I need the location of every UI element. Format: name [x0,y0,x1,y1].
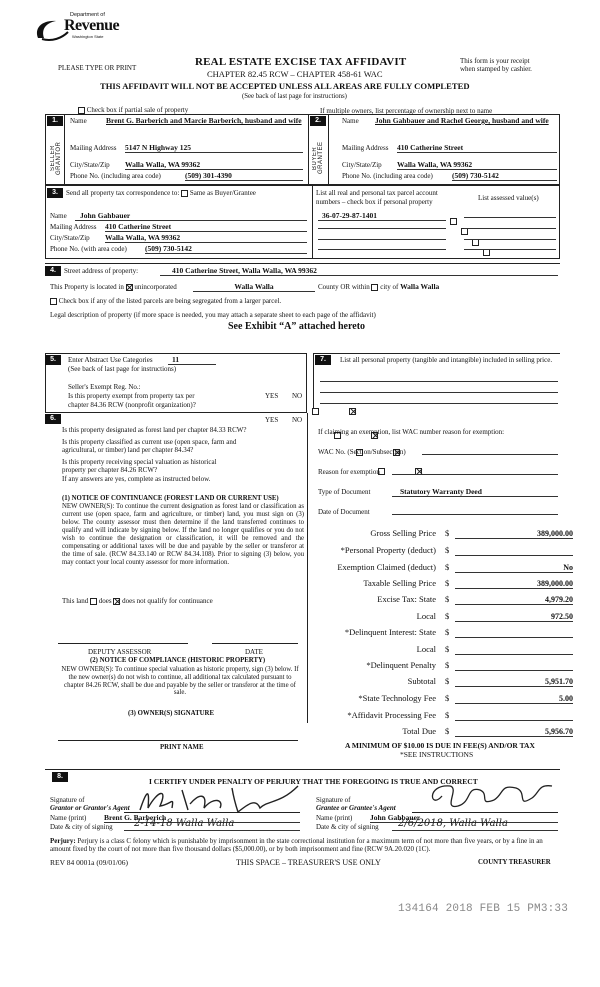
deputy-date-label: DATE [245,648,263,656]
divider [64,114,65,185]
if-yes-note: If any answers are yes, complete as instructed below. [62,475,211,483]
abstract-value: 11 [168,355,216,365]
tax-row-value [455,710,573,721]
notice2-title: (2) NOTICE OF COMPLIANCE (HISTORIC PROPERTY) [90,657,266,664]
multiple-owners-note: If multiple owners, list percentage of ownership next to name [320,107,493,115]
tax-row-label: Total Due [402,726,436,736]
section-1-number: 1. [47,116,63,126]
pp-line-1 [320,374,558,382]
seller-city-label: City/State/Zip [70,161,110,169]
tax-row-dollar: $ [445,594,450,604]
receipt-note-2: when stamped by cashier. [460,65,532,73]
divider [312,185,313,259]
seller-phone-label: Phone No. (including area code) [70,172,161,180]
corr-mailing: 410 Catherine Street [105,222,307,232]
current-use-q-line1: Is this property classified as current use (open space, farm and [62,438,237,446]
corr-phone: (509) 730-5142 [145,244,307,254]
tax-row-dollar: $ [445,693,450,703]
assessed-2-line [464,221,556,229]
logo-line3: Washington State [72,34,104,39]
tax-row-label: Taxable Selling Price [363,578,436,588]
tax-row-label: *Delinquent Interest: State [344,627,436,637]
treasurer-space: THIS SPACE – TREASURER'S USE ONLY [236,858,381,867]
recording-stamp: 134164 2018 FEB 15 PM3:33 [398,903,569,915]
street-label: Street address of property: [64,267,139,275]
tax-row-dollar: $ [445,726,450,736]
tax-row-label: *Personal Property (deduct) [340,545,436,555]
perjury-bold: Perjury: [50,837,76,845]
logo-line1: Department of [70,12,105,18]
exempt-yes-label: YES [265,392,279,400]
section-8-number: 8. [52,772,68,782]
logo [32,10,122,52]
tax-row-dollar: $ [445,611,450,621]
seller-mailing-label: Mailing Address [70,144,117,152]
corr-phone-label: Phone No. (with area code) [50,245,127,253]
form-revision: REV 84 0001a (09/01/06) [50,858,128,867]
buyer-mailing-label: Mailing Address [342,144,389,152]
seller-phone: (509) 301-4390 [185,171,303,181]
grantee-sig-label-1: Signature of [316,796,351,804]
owner-signature-label: (3) OWNER(S) SIGNATURE [128,710,214,717]
same-as-buyer-label: Same as Buyer/Grantee [189,189,256,197]
print-name-label: PRINT NAME [160,744,204,751]
county-or-row [318,283,439,292]
exempt-q-line2: chapter 84.36 RCW (nonprofit organization)? [68,401,196,409]
grantee-name-label: Name (print) [316,814,353,822]
current-use-q-line2: agricultural, or timber) land per chapter 84.34? [62,446,194,454]
tax-row-label: Local [416,644,436,654]
section-8-frame [45,769,560,770]
seller-name-label: Name [70,117,87,125]
grantor-name: Brent G. Barberich [104,813,300,823]
tax-row-dollar: $ [445,676,450,686]
tax-row-label: *Delinquent Penalty [366,660,436,670]
please-type: PLEASE TYPE OR PRINT [58,64,137,72]
tax-row-value: 972.50 [455,611,573,622]
land-does-label: does [98,597,112,605]
exempt-yes-checkbox[interactable] [312,408,319,415]
grantor-name-label: Name (print) [50,814,87,822]
grantee-date-handwritten: 2/6/2018, Walla Walla [398,818,508,829]
tax-row-value [455,644,573,655]
tax-row-label: Subtotal [407,676,436,686]
section-4-number: 4. [45,266,61,276]
grantor-date-label: Date & city of signing [50,823,113,831]
minimum-note-1: A MINIMUM OF $10.00 IS DUE IN FEE(S) AND/OR TAX [345,741,535,750]
tax-row-value: 389,000.00 [455,528,573,539]
assessed-1-line [464,210,556,218]
s6-yes-label: YES [265,416,279,424]
corr-name: John Gahbauer [75,211,307,221]
section-2-number: 2. [310,116,326,126]
buyer-mailing: 410 Catherine Street [397,143,557,153]
grantor-date-handwritten: 2-14-18 Walla Walla [134,818,235,829]
tax-row-value: 5.00 [455,693,573,704]
seller-side-label: SELLER GRANTOR [50,141,62,175]
buyer-name-label: Name [342,117,359,125]
grantee-date-label: Date & city of signing [316,823,379,831]
correspondence-label [66,189,256,197]
parcel-3-line [318,232,446,240]
wac-label: WAC No. (Section/Subsection) [318,448,406,456]
seller-mailing: 5147 N Highway 125 [125,143,303,153]
assessed-4-line [464,242,556,250]
property-street: 410 Catherine Street, Walla Walla, WA 99362 [160,266,558,276]
segregated-checkbox[interactable] [50,298,57,305]
tax-row-value [455,545,573,556]
pp-line-2 [320,385,558,393]
tax-row-label: Gross Selling Price [370,528,436,538]
parcels-header-1: List all real and personal tax parcel account [316,189,438,197]
land-does-checkbox[interactable] [90,598,97,605]
parcel-1-personal-checkbox[interactable] [450,218,457,225]
corr-city-label: City/State/Zip [50,234,90,242]
city-within-checkbox[interactable] [371,284,378,291]
certify-statement: I CERTIFY UNDER PENALTY OF PERJURY THAT THE FOREGOING IS TRUE AND CORRECT [149,777,478,786]
grantor-signature [128,778,308,818]
grantor-sig-label-1: Signature of [50,796,85,804]
county-treasurer: COUNTY TREASURER [478,859,551,866]
partial-sale-row [78,106,188,114]
exempt-reg: Seller's Exempt Reg. No.: [68,383,141,391]
section-6-number: 6. [45,414,61,424]
notice2-body: NEW OWNER(S): To continue special valuation as historic property, sign (3) below. If the new owner(s) do not wish to continue, all additional tax calculated pursuant to chapter 84.26 RCW, shall be due and payable by the seller or transferor at the time of sale. [61,666,299,697]
tax-row-label: Excise Tax: State [377,594,436,604]
doctype-value: Statutory Warranty Deed [392,487,558,497]
county-name: Walla Walla [193,282,315,292]
segregated-label: Check box if any of the listed parcels are being segregated from a larger parcel. [58,297,282,305]
land-does-not-label: does not qualify for continuance [122,597,213,605]
corr-name-label: Name [50,212,67,220]
form-warning: THIS AFFIDAVIT WILL NOT BE ACCEPTED UNLESS ALL AREAS ARE FULLY COMPLETED [100,81,470,91]
buyer-side-label: BUYER GRANTEE [312,141,324,175]
tax-row-dollar: $ [445,644,450,654]
exempt-no-checkbox[interactable] [349,408,356,415]
historic-q-line2: property per chapter 84.26 RCW? [62,466,158,474]
section-3-number: 3. [47,188,63,198]
divider [45,263,560,264]
property-city: Walla Walla [400,282,440,291]
partial-sale-label: Check box if partial sale of property [86,106,189,114]
reason-label: Reason for exemption [318,468,380,476]
doctype-label: Type of Document [318,488,371,496]
corr-mailing-label: Mailing Address [50,223,97,231]
unincorporated-checkbox[interactable] [126,284,133,291]
docdate-label: Date of Document [318,508,370,516]
deputy-assessor-label: DEPUTY ASSESSOR [88,648,152,656]
tax-row-label: *Affidavit Processing Fee [347,710,436,720]
tax-row-label: Exemption Claimed (deduct) [337,562,436,572]
form-chapter: CHAPTER 82.45 RCW – CHAPTER 458-61 WAC [207,69,383,79]
buyer-phone: (509) 730-5142 [452,171,557,181]
perjury-statement [50,837,560,854]
buyer-city: Walla Walla, WA 99362 [397,160,557,170]
located-label: This Property is located in [50,283,124,291]
abstract-see-back: (See back of last page for instructions) [68,365,177,373]
tax-row-label: Local [416,611,436,621]
pp-line-3 [320,396,558,404]
tax-row-value [455,660,573,671]
city-of-label: city of [380,283,399,291]
see-back-instructions: (See back of last page for instructions) [242,93,347,100]
parcel-1: 36-07-29-87-1401 [318,211,446,221]
parcels-header-2: numbers – check box if personal property [316,198,433,206]
partial-sale-checkbox[interactable] [78,107,85,114]
this-land-label: This land [62,597,89,605]
abstract-label: Enter Abstract Use Categories [68,356,153,364]
s6-no-label: NO [292,416,303,424]
unincorporated-label: unincorporated [134,283,177,291]
grantee-signature [420,776,570,816]
assessed-3-line [464,232,556,240]
reason-line [392,467,558,475]
notice1-title: (1) NOTICE OF CONTINUANCE (FOREST LAND OR CURRENT USE) [62,495,279,502]
county-or-label: County OR within [318,283,370,291]
buyer-city-label: City/State/Zip [342,161,382,169]
assessed-header: List assessed value(s) [478,194,539,202]
historic-q-line1: Is this property receiving special valuation as historical [62,458,217,466]
land-does-not-checkbox[interactable] [113,598,120,605]
this-land-row [62,597,213,605]
correspondence-text: Send all property tax correspondence to: [66,189,180,197]
form-title: REAL ESTATE EXCISE TAX AFFIDAVIT [195,56,407,68]
tax-row-value: 5,951.70 [455,676,573,687]
forest-question: Is this property designated as forest land per chapter 84.33 RCW? [62,426,247,434]
divider [58,643,188,644]
wac-line [422,447,558,455]
seller-city: Walla Walla, WA 99362 [125,160,303,170]
section-5-number: 5. [45,355,61,365]
tax-row-dollar: $ [445,562,450,572]
buyer-phone-label: Phone No. (including area code) [342,172,433,180]
logo-word: Revenue [64,17,120,34]
tax-row-dollar: $ [445,528,450,538]
parcel-2-line [318,221,446,229]
tax-row-value: 5,956.70 [455,726,573,737]
tax-row-value: No [455,562,573,573]
perjury-text: Perjury is a class C felony which is punishable by imprisonment in the state correctional institution for a maximum term of not more than five years, or by a fine in an amount fixed by the court of not more than five thousand dollars ($5,000.00), or by both imprisonment and fine (RCW 9A.20.020 (1C). [50,837,543,854]
located-row [50,283,177,291]
notice1-body: NEW OWNER(S): To continue the current designation as forest land or classification as current use (open space, farm and agriculture, or timber) land, you must sign on (3) below. The county assessor must then determine if the land transferred continues to qualify and will indicate by signing below. If the land no longer qualifies or you do not wish to continue the designation or classification, it will be removed and the compensating or additional taxes will be due and payable by the seller or transferor at the time of sale. (RCW 84.33.140 or RCW 84.34.108). Prior to signing (3) below, you may contact your local county assessor for more information. [62,503,304,566]
grantee-name: John Gahbauer [370,813,558,823]
tax-row-value [455,627,573,638]
divider [308,114,309,185]
grantee-sig-label-2: Grantee or Grantee's Agent [316,804,396,812]
divider [328,114,329,185]
tax-row-dollar: $ [445,627,450,637]
tax-row-dollar: $ [445,660,450,670]
same-as-buyer-checkbox[interactable] [181,190,188,197]
receipt-note-1: This form is your receipt [460,57,530,65]
corr-city: Walla Walla, WA 99362 [105,233,307,243]
legal-description: See Exhibit “A” attached hereto [228,321,366,332]
tax-row-dollar: $ [445,710,450,720]
legal-note: Legal description of property (if more space is needed, you may attach a separate sheet to each page of the affidavit) [50,311,376,319]
docdate-line [392,507,558,515]
buyer-name: John Gahbauer and Rachel George, husband and wife [375,116,549,125]
minimum-note-2: *SEE INSTRUCTIONS [400,750,474,759]
exemption-label: If claiming an exemption, list WAC number reason for exemption: [318,428,505,436]
section-7-number: 7. [315,355,331,365]
tax-row-label: *State Technology Fee [358,693,436,703]
personal-property-label: List all personal property (tangible and intangible) included in selling price. [340,356,553,364]
tax-row-dollar: $ [445,545,450,555]
parcel-4-line [318,242,446,250]
segregated-row [50,297,281,305]
exempt-no-label: NO [292,392,303,400]
tax-row-dollar: $ [445,578,450,588]
tax-row-value: 4,979.20 [455,594,573,605]
grantor-sig-label-2: Grantor or Grantor's Agent [50,804,130,812]
divider [58,740,298,741]
exempt-q-line1: Is this property exempt from property tax per [68,392,195,400]
seller-name: Brent G. Barberich and Marcie Barberich, husband and wife [106,116,302,125]
tax-row-value: 389,000.00 [455,578,573,589]
